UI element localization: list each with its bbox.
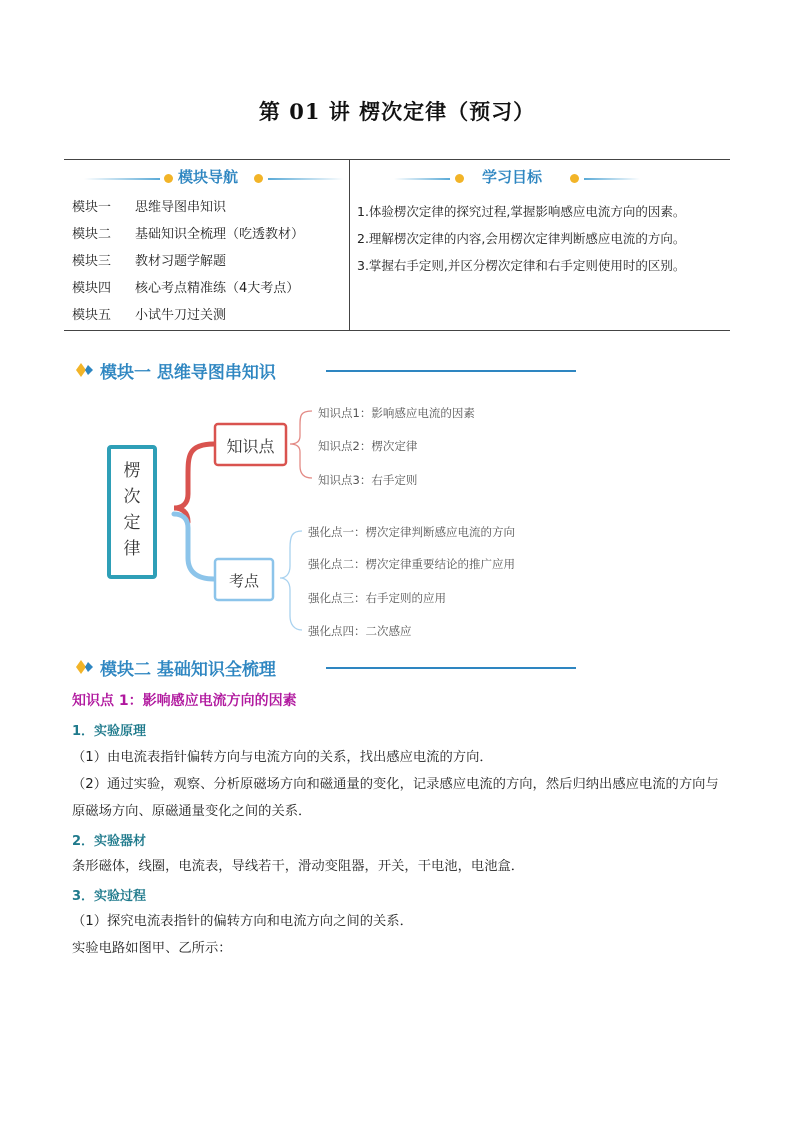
mind-map (100, 396, 540, 646)
mind-map-leaf: 知识点1：影响感应电流的因素 (318, 406, 475, 420)
mind-map-root: 楞 次 定 律 (123, 461, 141, 559)
module-item[interactable]: 模块二 基础知识全梳理（吃透教材） (72, 227, 305, 242)
subsection-title: 2．实验器材 (72, 834, 147, 849)
mind-map-leaf: 强化点二：楞次定律重要结论的推广应用 (308, 557, 515, 571)
knowledge-point-title: 知识点 1：影响感应电流方向的因素 (72, 693, 297, 709)
paragraph: （1）由电流表指针偏转方向与电流方向的关系，找出感应电流的方向． (72, 750, 493, 765)
diamond-arrow-icon (76, 660, 94, 674)
module-item[interactable]: 模块五 小试牛刀过关测 (72, 308, 227, 323)
section1-heading: 模块一 思维导图串知识 (76, 358, 576, 382)
mind-map-leaf: 强化点三：右手定则的应用 (308, 591, 446, 605)
mind-map-leaf: 知识点2：楞次定律 (318, 439, 418, 453)
bullet-dot-icon (455, 174, 464, 183)
goals-heading: 学习目标 (394, 166, 724, 188)
module-item[interactable]: 模块四 核心考点精准练（4大考点） (72, 281, 300, 296)
page-title: 第 01 讲 楞次定律（预习） (258, 99, 536, 124)
subsection-title: 1．实验原理 (72, 724, 147, 739)
paragraph: （2）通过实验，观察、分析原磁场方向和磁通量的变化，记录感应电流的方向，然后归纳出感应电流的方向与原磁场方向、原磁通量变化之间的关系． (72, 777, 719, 819)
mind-map-leaf: 强化点一：楞次定律判断感应电流的方向 (308, 525, 515, 539)
diamond-arrow-icon (76, 363, 94, 377)
paragraph: （1）探究电流表指针的偏转方向和电流方向之间的关系． (72, 914, 413, 929)
bullet-dot-icon (570, 174, 579, 183)
paragraph: 条形磁体，线圈，电流表，导线若干，滑动变阻器，开关，干电池，电池盒． (72, 859, 525, 874)
bullet-dot-icon (254, 174, 263, 183)
mind-map-branch-knowledge: 知识点 (226, 437, 275, 456)
paragraph: 实验电路如图甲、乙所示： (72, 941, 232, 956)
overview-table (64, 159, 730, 331)
subsection-title: 3．实验过程 (72, 889, 147, 904)
goal-item: 3.掌握右手定则,并区分楞次定律和右手定则使用时的区别。 (357, 258, 686, 273)
mind-map-leaf: 知识点3：右手定则 (318, 473, 418, 487)
module-item[interactable]: 模块一 思维导图串知识 (72, 200, 227, 215)
mind-map-lines (100, 396, 540, 646)
table-divider (349, 160, 350, 330)
section2-heading: 模块二 基础知识全梳理 (76, 655, 576, 679)
module-item[interactable]: 模块三 教材习题学解题 (72, 254, 227, 269)
mind-map-branch-exam: 考点 (228, 572, 259, 590)
bullet-dot-icon (164, 174, 173, 183)
mind-map-leaf: 强化点四：二次感应 (308, 624, 412, 638)
modules-heading: 模块导航 (84, 166, 334, 188)
goal-item: 2.理解楞次定律的内容,会用楞次定律判断感应电流的方向。 (357, 231, 686, 246)
goal-item: 1.体验楞次定律的探究过程,掌握影响感应电流方向的因素。 (357, 204, 686, 219)
